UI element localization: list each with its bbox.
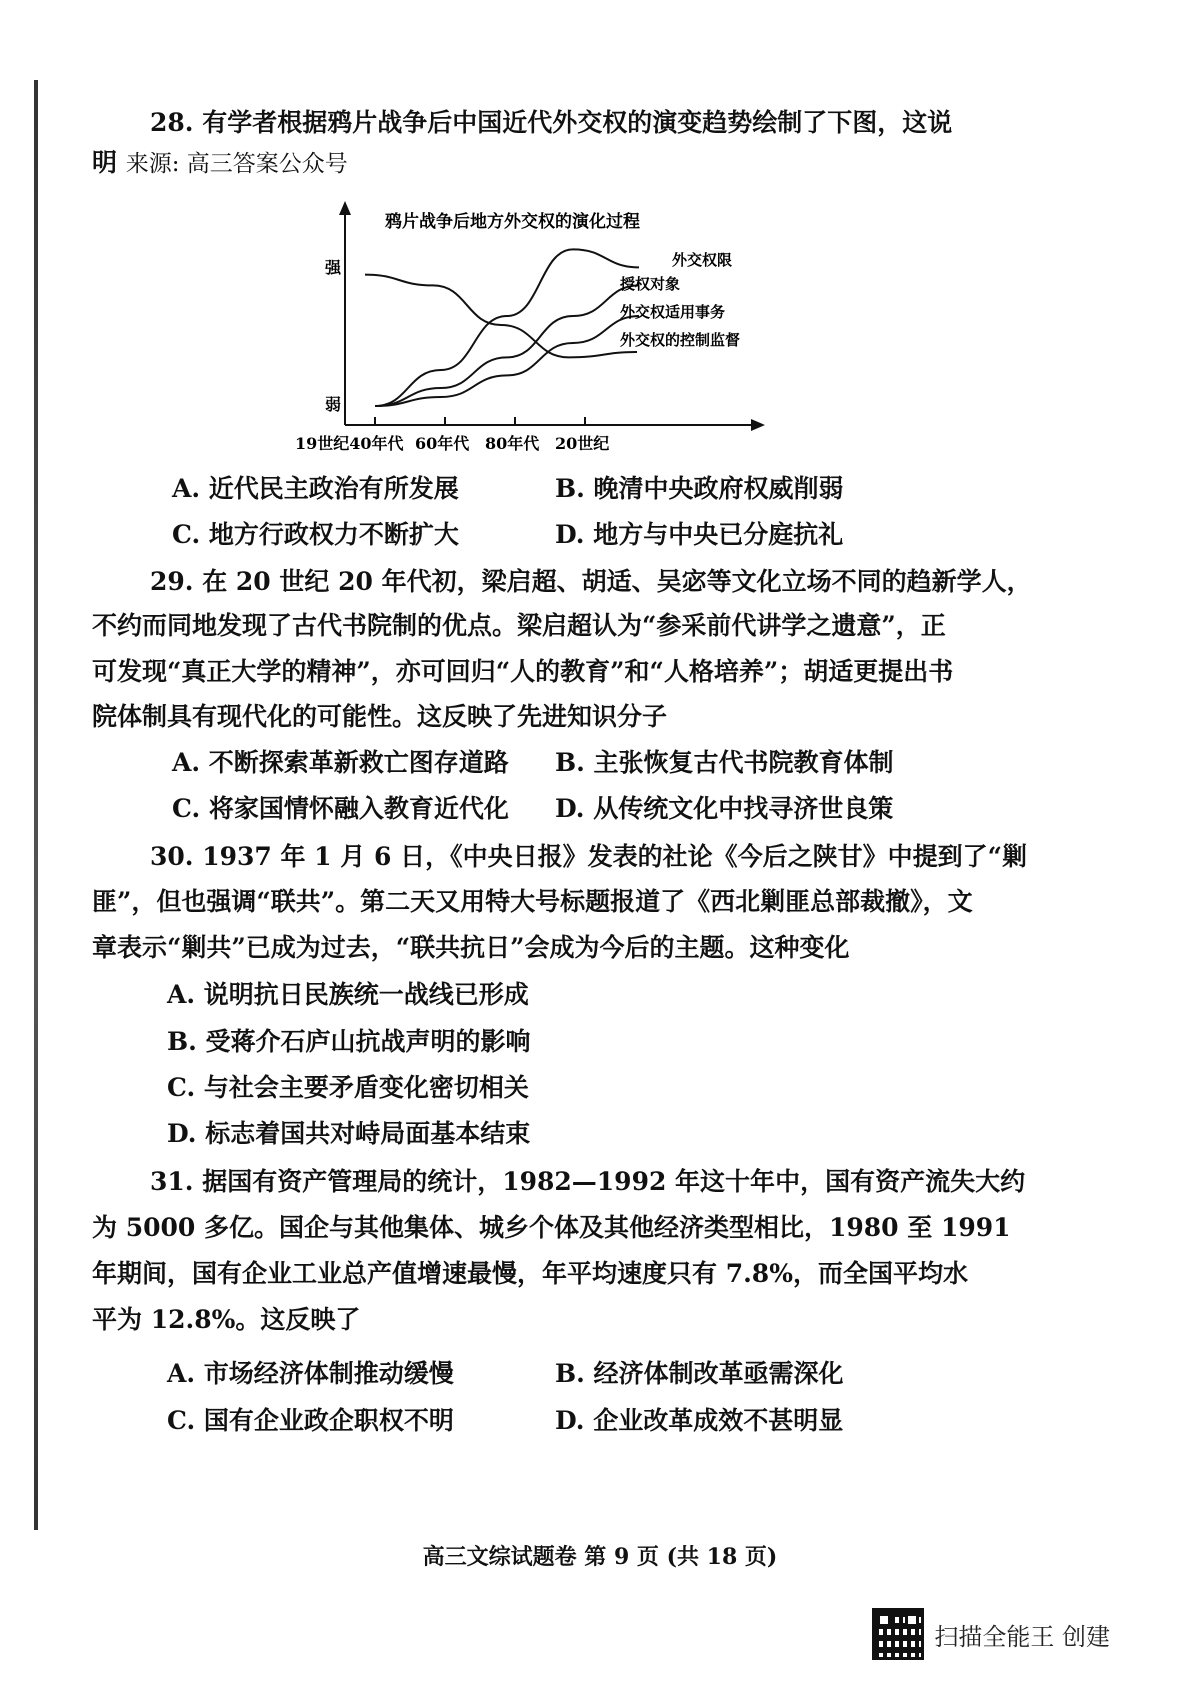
x-tick-label: 80年代 <box>485 434 540 453</box>
series-line <box>375 249 639 406</box>
q29-option-c: C. 将家国情怀融入教育近代化 <box>172 794 509 823</box>
q30-option-b: B. 受蒋介石庐山抗战声明的影响 <box>167 1027 531 1056</box>
q31-option-c: C. 国有企业政企职权不明 <box>167 1406 454 1435</box>
page-footer: 高三文综试题卷 第 9 页 (共 18 页) <box>422 1544 778 1570</box>
q30-option-c: C. 与社会主要矛盾变化密切相关 <box>167 1073 529 1102</box>
q30-stem-line-2: 匪”，但也强调“联共”。第二天又用特大号标题报道了《西北剿匪总部裁撤》，文 <box>92 887 973 916</box>
q30-stem-line-3: 章表示“剿共”已成为过去，“联共抗日”会成为今后的主题。这种变化 <box>92 933 850 962</box>
y-tick-strong: 强 <box>325 258 342 277</box>
x-tick-label: 20世纪 <box>555 434 610 453</box>
series-label: 外交权适用事务 <box>620 303 726 321</box>
q28-stem-prefix: 明 <box>92 148 118 177</box>
y-axis-arrow <box>339 201 351 215</box>
x-axis-arrow <box>751 419 765 431</box>
x-tick-label: 19世纪40年代 <box>295 434 404 453</box>
q28-option-d: D. 地方与中央已分庭抗礼 <box>555 520 844 549</box>
q28-stem-line-1: 28. 有学者根据鸦片战争后中国近代外交权的演变趋势绘制了下图，这说 <box>150 108 953 137</box>
q29-option-d: D. 从传统文化中找寻济世良策 <box>555 794 894 823</box>
q30-stem-line-1: 30. 1937 年 1 月 6 日，《中央日报》发表的社论《今后之陕甘》中提到了“剿 <box>150 842 1027 871</box>
q31-stem-line-1: 31. 据国有资产管理局的统计，1982—1992 年这十年中，国有资产流失大约 <box>150 1167 1026 1196</box>
x-tick-label: 60年代 <box>415 434 470 453</box>
q28-source-note: 来源: 高三答案公众号 <box>125 151 348 177</box>
series-label: 外交权的控制监督 <box>620 331 741 349</box>
series-label: 外交权限 <box>672 251 733 269</box>
y-tick-weak: 弱 <box>325 395 342 414</box>
q29-option-b: B. 主张恢复古代书院教育体制 <box>555 748 894 777</box>
qr-code-icon <box>872 1608 924 1660</box>
q31-option-b: B. 经济体制改革亟需深化 <box>555 1359 844 1388</box>
scanner-label: 扫描全能王 创建 <box>934 1622 1110 1651</box>
series-line <box>375 285 639 406</box>
q30-option-d: D. 标志着国共对峙局面基本结束 <box>167 1119 531 1148</box>
q28-option-b: B. 晚清中央政府权威削弱 <box>555 474 844 503</box>
q28-option-c: C. 地方行政权力不断扩大 <box>172 520 459 549</box>
q29-stem-line-3: 可发现“真正大学的精神”，亦可回归“人的教育”和“人格培养”；胡适更提出书 <box>92 657 954 686</box>
q31-option-a: A. 市场经济体制推动缓慢 <box>167 1359 454 1388</box>
series-line <box>375 316 639 406</box>
q28-chart <box>290 195 760 465</box>
q31-stem-line-2: 为 5000 多亿。国企与其他集体、城乡个体及其他经济类型相比，1980 至 1991 <box>92 1213 1011 1242</box>
binding-margin-line <box>34 80 38 1530</box>
q28-option-a: A. 近代民主政治有所发展 <box>172 474 459 503</box>
q30-option-a: A. 说明抗日民族统一战线已形成 <box>167 980 529 1009</box>
scanner-watermark <box>872 1608 1110 1660</box>
q29-stem-line-2: 不约而同地发现了古代书院制的优点。梁启超认为“参采前代讲学之遗意”，正 <box>92 611 946 640</box>
chart-title: 鸦片战争后地方外交权的演化过程 <box>385 212 640 232</box>
series-label: 授权对象 <box>620 275 681 293</box>
q28-chart-svg <box>290 195 760 465</box>
q31-option-d: D. 企业改革成效不甚明显 <box>555 1406 844 1435</box>
q29-stem-line-4: 院体制具有现代化的可能性。这反映了先进知识分子 <box>92 702 668 731</box>
q29-stem-line-1: 29. 在 20 世纪 20 年代初，梁启超、胡适、吴宓等文化立场不同的趋新学人， <box>150 567 1032 596</box>
q29-option-a: A. 不断探索革新救亡图存道路 <box>172 748 509 777</box>
q31-stem-line-4: 平为 12.8%。这反映了 <box>92 1305 361 1334</box>
q28-stem-line-2 <box>92 146 1092 181</box>
q31-stem-line-3: 年期间，国有企业工业总产值增速最慢，年平均速度只有 7.8%，而全国平均水 <box>92 1259 968 1288</box>
